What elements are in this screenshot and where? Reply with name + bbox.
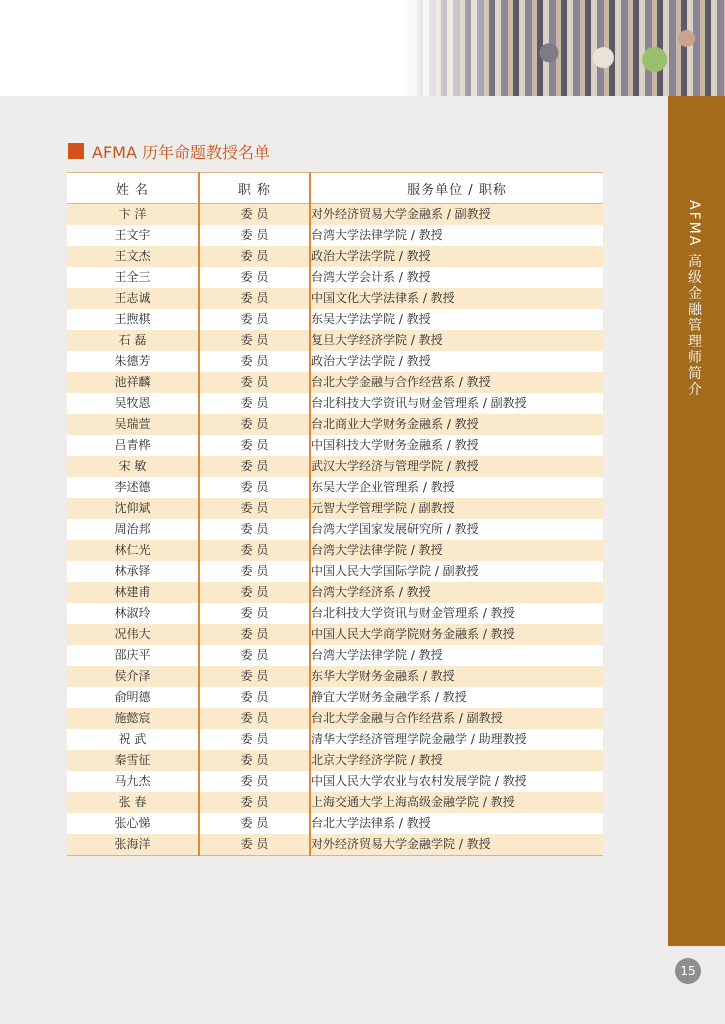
- cell-role: 委 员: [199, 813, 310, 834]
- professor-table: [67, 172, 603, 856]
- cell-role: 委 员: [199, 624, 310, 645]
- cell-role: 委 员: [199, 456, 310, 477]
- cell-role: 委 员: [199, 477, 310, 498]
- cell-name: 吴瑞萱: [67, 414, 199, 435]
- table-row: [67, 351, 603, 372]
- cell-name: 王文杰: [67, 246, 199, 267]
- header-org: 服务单位 / 职称: [310, 173, 603, 204]
- section-title: AFMA 历年命题教授名单: [92, 142, 270, 162]
- table-row: [67, 498, 603, 519]
- cell-org: 清华大学经济管理学院金融学 / 助理教授: [310, 729, 603, 750]
- table-row: [67, 729, 603, 750]
- heading-square-icon: [68, 143, 84, 159]
- cell-name: 张 春: [67, 792, 199, 813]
- cell-role: 委 员: [199, 204, 310, 226]
- table-row: [67, 792, 603, 813]
- header-role: 职 称: [199, 173, 310, 204]
- cell-name: 秦雪征: [67, 750, 199, 771]
- cell-role: 委 员: [199, 582, 310, 603]
- page-number: 15: [675, 958, 701, 984]
- cell-org: 台湾大学会计系 / 教授: [310, 267, 603, 288]
- header-name: 姓 名: [67, 173, 199, 204]
- cell-role: 委 员: [199, 435, 310, 456]
- cell-org: 东吴大学法学院 / 教授: [310, 309, 603, 330]
- table-body: [67, 204, 603, 856]
- cell-org: 中国科技大学财务金融系 / 教授: [310, 435, 603, 456]
- cell-role: 委 员: [199, 771, 310, 792]
- top-banner: [0, 0, 725, 96]
- cell-org: 北京大学经济学院 / 教授: [310, 750, 603, 771]
- cell-name: 邵庆平: [67, 645, 199, 666]
- cell-org: 台北科技大学资讯与财金管理系 / 教授: [310, 603, 603, 624]
- cell-org: 东华大学财务金融系 / 教授: [310, 666, 603, 687]
- section-heading: [68, 140, 270, 162]
- cell-name: 李述德: [67, 477, 199, 498]
- cell-name: 林建甫: [67, 582, 199, 603]
- table-row: [67, 267, 603, 288]
- cell-org: 中国人民大学农业与农村发展学院 / 教授: [310, 771, 603, 792]
- cell-role: 委 员: [199, 225, 310, 246]
- table-row: [67, 309, 603, 330]
- cell-name: 石 磊: [67, 330, 199, 351]
- table-row: [67, 414, 603, 435]
- cell-role: 委 员: [199, 330, 310, 351]
- cell-role: 委 员: [199, 792, 310, 813]
- table-row: [67, 813, 603, 834]
- cell-role: 委 员: [199, 708, 310, 729]
- table-row: [67, 750, 603, 771]
- cell-name: 王志诚: [67, 288, 199, 309]
- cell-org: 台湾大学法律学院 / 教授: [310, 645, 603, 666]
- table-row: [67, 246, 603, 267]
- table-row: [67, 225, 603, 246]
- table-header-row: [67, 173, 603, 204]
- cell-org: 上海交通大学上海高级金融学院 / 教授: [310, 792, 603, 813]
- cell-name: 吴牧恩: [67, 393, 199, 414]
- cell-role: 委 员: [199, 729, 310, 750]
- cell-org: 中国文化大学法律系 / 教授: [310, 288, 603, 309]
- cell-org: 对外经济贸易大学金融学院 / 教授: [310, 834, 603, 856]
- table-row: [67, 372, 603, 393]
- table-row: [67, 288, 603, 309]
- table-row: [67, 582, 603, 603]
- table-row: [67, 540, 603, 561]
- cell-name: 林仁光: [67, 540, 199, 561]
- cell-role: 委 员: [199, 666, 310, 687]
- cell-role: 委 员: [199, 561, 310, 582]
- table-row: [67, 204, 603, 226]
- table-row: [67, 519, 603, 540]
- cell-role: 委 员: [199, 519, 310, 540]
- table-row: [67, 477, 603, 498]
- cell-org: 台湾大学法律学院 / 教授: [310, 540, 603, 561]
- cell-org: 台北大学法律系 / 教授: [310, 813, 603, 834]
- cell-role: 委 员: [199, 645, 310, 666]
- cell-org: 台北商业大学财务金融系 / 教授: [310, 414, 603, 435]
- cell-name: 王全三: [67, 267, 199, 288]
- cell-name: 王文宇: [67, 225, 199, 246]
- table-row: [67, 687, 603, 708]
- cell-role: 委 员: [199, 603, 310, 624]
- cell-role: 委 员: [199, 351, 310, 372]
- cell-name: 张海洋: [67, 834, 199, 856]
- table-row: [67, 708, 603, 729]
- table-row: [67, 393, 603, 414]
- cell-name: 侯介泽: [67, 666, 199, 687]
- cell-role: 委 员: [199, 309, 310, 330]
- table-row: [67, 330, 603, 351]
- cell-name: 朱德芳: [67, 351, 199, 372]
- cell-name: 池祥麟: [67, 372, 199, 393]
- cell-role: 委 员: [199, 540, 310, 561]
- cell-role: 委 员: [199, 750, 310, 771]
- cell-org: 东吴大学企业管理系 / 教授: [310, 477, 603, 498]
- table-row: [67, 771, 603, 792]
- cell-role: 委 员: [199, 372, 310, 393]
- cell-org: 对外经济贸易大学金融系 / 副教授: [310, 204, 603, 226]
- cell-name: 张心悌: [67, 813, 199, 834]
- cell-org: 台湾大学经济系 / 教授: [310, 582, 603, 603]
- cell-name: 王煦棋: [67, 309, 199, 330]
- cell-role: 委 员: [199, 414, 310, 435]
- cell-name: 沈仰斌: [67, 498, 199, 519]
- cell-org: 台北大学金融与合作经营系 / 教授: [310, 372, 603, 393]
- cell-role: 委 员: [199, 393, 310, 414]
- cell-name: 马九杰: [67, 771, 199, 792]
- cell-name: 宋 敏: [67, 456, 199, 477]
- cell-org: 台湾大学国家发展研究所 / 教授: [310, 519, 603, 540]
- cell-name: 吕青桦: [67, 435, 199, 456]
- cell-role: 委 员: [199, 498, 310, 519]
- table-row: [67, 456, 603, 477]
- table-row: [67, 435, 603, 456]
- audience-photo: [405, 0, 725, 96]
- cell-name: 况伟大: [67, 624, 199, 645]
- cell-org: 政治大学法学院 / 教授: [310, 351, 603, 372]
- cell-name: 祝 武: [67, 729, 199, 750]
- cell-org: 武汉大学经济与管理学院 / 教授: [310, 456, 603, 477]
- cell-org: 静宜大学财务金融学系 / 教授: [310, 687, 603, 708]
- cell-org: 中国人民大学商学院财务金融系 / 教授: [310, 624, 603, 645]
- sidebar-title: AFMA 高级金融管理师简介: [686, 200, 702, 398]
- cell-org: 台北大学金融与合作经营系 / 副教授: [310, 708, 603, 729]
- table-row: [67, 624, 603, 645]
- cell-name: 林淑玲: [67, 603, 199, 624]
- cell-org: 台湾大学法律学院 / 教授: [310, 225, 603, 246]
- cell-org: 复旦大学经济学院 / 教授: [310, 330, 603, 351]
- cell-org: 元智大学管理学院 / 副教授: [310, 498, 603, 519]
- cell-role: 委 员: [199, 267, 310, 288]
- table-row: [67, 603, 603, 624]
- cell-name: 俞明德: [67, 687, 199, 708]
- table-row: [67, 645, 603, 666]
- cell-role: 委 员: [199, 687, 310, 708]
- table-row: [67, 834, 603, 856]
- cell-role: 委 员: [199, 246, 310, 267]
- cell-name: 周治邦: [67, 519, 199, 540]
- cell-org: 中国人民大学国际学院 / 副教授: [310, 561, 603, 582]
- cell-role: 委 员: [199, 288, 310, 309]
- cell-org: 政治大学法学院 / 教授: [310, 246, 603, 267]
- cell-name: 卞 洋: [67, 204, 199, 226]
- cell-org: 台北科技大学资讯与财金管理系 / 副教授: [310, 393, 603, 414]
- table-row: [67, 666, 603, 687]
- cell-role: 委 员: [199, 834, 310, 856]
- table-row: [67, 561, 603, 582]
- cell-name: 林承铎: [67, 561, 199, 582]
- cell-name: 施懿宸: [67, 708, 199, 729]
